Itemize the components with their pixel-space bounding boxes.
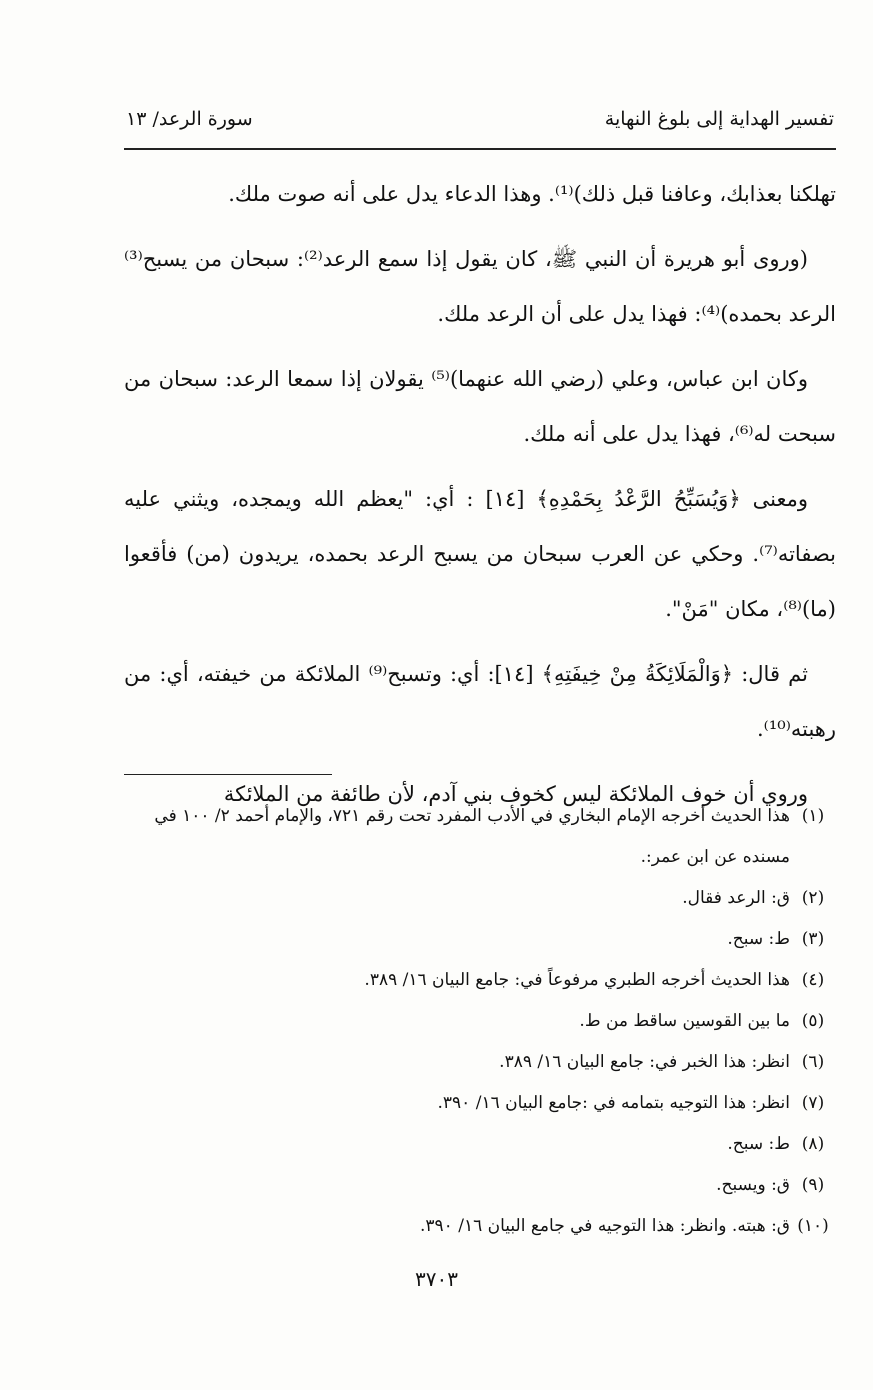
footnote-text: ط: سبح.	[727, 929, 790, 949]
footnote-number: (١٠)	[797, 1216, 829, 1236]
footnote-text: هذا الحديث أخرجه الطبري مرفوعاً في: جامع البيان ١٦/ ٣٨٩.	[364, 970, 790, 990]
footnote-text: ما بين القوسين ساقط من ط.	[579, 1011, 790, 1031]
footnote-number: (٤)	[801, 970, 825, 990]
paragraph: ومعنى ﴿وَيُسَبِّحُ الرَّعْدُ بِحَمْدِهِ﴾ [١٤] : أي: "يعظم الله ويمجده، ويثني عليه بصفاته⁽⁷⁾. وحكي عن العرب سبحان من يسبح الرعد بحمده، يريدون (من) فأقعوا (ما)⁽⁸⁾، مكان "مَنْ".	[124, 487, 836, 621]
footnote-number: (٢)	[801, 888, 825, 908]
footnote-text: ق: الرعد فقال.	[682, 888, 790, 908]
footnote	[124, 960, 836, 1001]
paragraph: ثم قال: ﴿وَالْمَلَائِكَةُ مِنْ خِيفَتِهِ﴾ [١٤]: أي: وتسبح⁽⁹⁾ الملائكة من خيفته، أي: من رهبته⁽¹⁰⁾.	[124, 662, 836, 741]
footnote	[124, 796, 836, 878]
footnote-number: (٥)	[801, 1011, 825, 1031]
footnote	[124, 1083, 836, 1124]
footnote	[124, 1165, 836, 1206]
footnote	[124, 1124, 836, 1165]
surah-title: سورة الرعد/ ١٣	[126, 108, 253, 130]
footnote	[124, 1206, 836, 1247]
running-header	[124, 104, 836, 150]
footnote-text: ق: هبته. وانظر: هذا التوجيه في جامع البيان ١٦/ ٣٩٠.	[420, 1216, 790, 1236]
footnote-separator	[124, 774, 332, 775]
footnote-text: ق: ويسبح.	[716, 1175, 790, 1195]
footnote-number: (٩)	[801, 1175, 825, 1195]
footnote-text: انظر: هذا التوجيه بتمامه في :جامع البيان ١٦/ ٣٩٠.	[437, 1093, 790, 1113]
footnote	[124, 919, 836, 960]
footnote-number: (٣)	[801, 929, 825, 949]
footnote-text: هذا الحديث أخرجه الإمام البخاري في الأدب المفرد تحت رقم ٧٢١، والإمام أحمد ٢/ ١٠٠ في مسنده عن ابن عمر:.	[154, 806, 790, 867]
paragraph: وروي أن خوف الملائكة ليس كخوف بني آدم، لأن طائفة من الملائكة	[223, 782, 808, 806]
footnote	[124, 1001, 836, 1042]
paragraph: تهلكنا بعذابك، وعافنا قبل ذلك)⁽¹⁾. وهذا الدعاء يدل على أنه صوت ملك.	[228, 182, 836, 206]
footnote-text: انظر: هذا الخبر في: جامع البيان ١٦/ ٣٨٩.	[499, 1052, 790, 1072]
paragraph: (وروى أبو هريرة أن النبي ﷺ، كان يقول إذا سمع الرعد⁽²⁾: سبحان من يسبح⁽³⁾ الرعد بحمده)⁽⁴⁾: فهذا يدل على أن الرعد ملك.	[124, 247, 836, 326]
footnote-number: (٨)	[801, 1134, 825, 1154]
footnotes	[124, 796, 836, 1247]
footnote	[124, 878, 836, 919]
footnote-number: (٧)	[801, 1093, 825, 1113]
page-number: ٣٧٠٣	[415, 1267, 458, 1291]
footnote-text: ط: سبح.	[727, 1134, 790, 1154]
footnote	[124, 1042, 836, 1083]
footnote-number: (١)	[801, 806, 825, 826]
main-text	[124, 167, 836, 832]
footnote-number: (٦)	[801, 1052, 825, 1072]
book-title: تفسير الهداية إلى بلوغ النهاية	[604, 108, 834, 130]
paragraph: وكان ابن عباس، وعلي (رضي الله عنهما)⁽⁵⁾ يقولان إذا سمعا الرعد: سبحان من سبحت له⁽⁶⁾، فهذا يدل على أنه ملك.	[124, 367, 836, 446]
